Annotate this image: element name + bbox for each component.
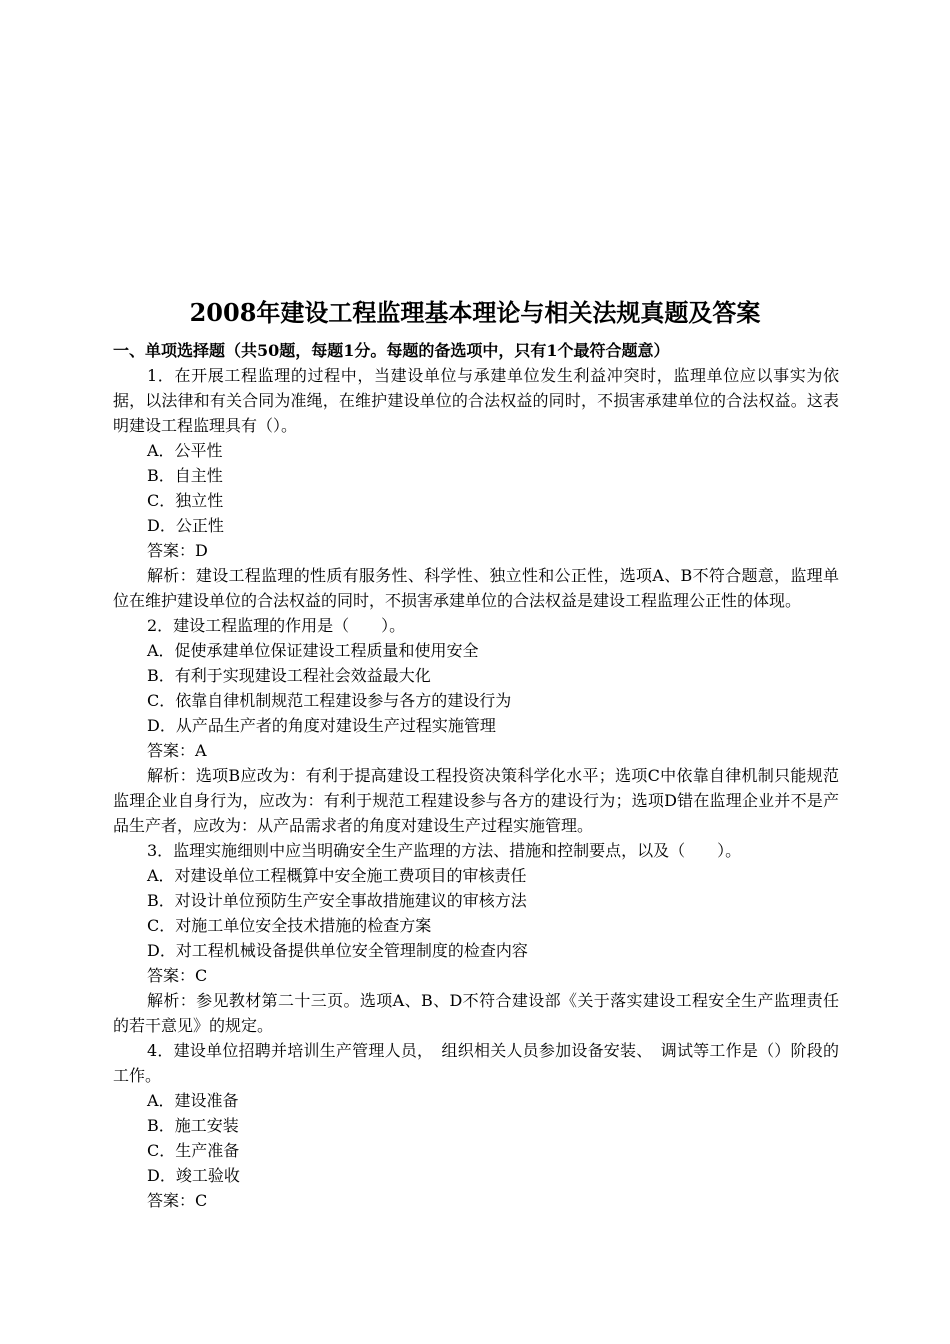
question-1 — [113, 363, 839, 613]
option-d: D．从产品生产者的角度对建设生产过程实施管理 — [147, 716, 496, 735]
question-2 — [113, 613, 839, 838]
option-c: C．独立性 — [147, 491, 224, 510]
option-b: B．对设计单位预防生产安全事故措施建议的审核方法 — [147, 891, 527, 910]
option-b: B．自主性 — [147, 466, 223, 485]
option-d: D．对工程机械设备提供单位安全管理制度的检查内容 — [147, 941, 528, 960]
answer: 答案：C — [147, 966, 208, 985]
option-d: D．竣工验收 — [147, 1166, 240, 1185]
question-4 — [113, 1038, 839, 1213]
question-stem: 2．建设工程监理的作用是（ ）。 — [147, 616, 406, 635]
answer: 答案：A — [147, 741, 207, 760]
option-b: B．施工安装 — [147, 1116, 239, 1135]
question-3 — [113, 838, 839, 1038]
option-a: A．建设准备 — [147, 1091, 239, 1110]
section-heading: 一、单项选择题（共50题，每题1分。每题的备选项中，只有1个最符合题意） — [113, 341, 670, 360]
question-stem: 3．监理实施细则中应当明确安全生产监理的方法、措施和控制要点，以及（ ）。 — [147, 841, 742, 860]
analysis: 解析：选项B应改为：有利于提高建设工程投资决策科学化水平；选项C中依靠自律机制只能规范监理企业自身行为，应改为：有利于规范工程建设参与各方的建设行为；选项D错在监理企业并不是产品生产者，应改为：从产品需求者的角度对建设生产过程实施管理。 — [113, 766, 839, 835]
option-a: A．促使承建单位保证建设工程质量和使用安全 — [147, 641, 479, 660]
option-c: C．依靠自律机制规范工程建设参与各方的建设行为 — [147, 691, 512, 710]
option-b: B．有利于实现建设工程社会效益最大化 — [147, 666, 431, 685]
document-title: 2008年建设工程监理基本理论与相关法规真题及答案 — [189, 298, 761, 327]
document-body — [113, 338, 839, 1213]
analysis: 解析：建设工程监理的性质有服务性、科学性、独立性和公正性，选项A、B不符合题意，监理单位在维护建设单位的合法权益的同时，不损害承建单位的合法权益是建设工程监理公正性的体现。 — [113, 566, 839, 610]
option-d: D．公正性 — [147, 516, 224, 535]
option-c: C．生产准备 — [147, 1141, 240, 1160]
analysis: 解析：参见教材第二十三页。选项A、B、D不符合建设部《关于落实建设工程安全生产监理责任的若干意见》的规定。 — [113, 991, 839, 1035]
answer: 答案：D — [147, 541, 208, 560]
question-stem: 4．建设单位招聘并培训生产管理人员， 组织相关人员参加设备安装、 调试等工作是（）阶段的工作。 — [113, 1041, 839, 1085]
answer: 答案：C — [147, 1191, 208, 1210]
option-a: A．公平性 — [147, 441, 223, 460]
question-stem: 1．在开展工程监理的过程中，当建设单位与承建单位发生利益冲突时，监理单位应以事实为依据，以法律和有关合同为准绳，在维护建设单位的合法权益的同时，不损害承建单位的合法权益。这表明建设工程监理具有（）。 — [113, 366, 839, 435]
option-a: A．对建设单位工程概算中安全施工费项目的审核责任 — [147, 866, 527, 885]
option-c: C．对施工单位安全技术措施的检查方案 — [147, 916, 432, 935]
